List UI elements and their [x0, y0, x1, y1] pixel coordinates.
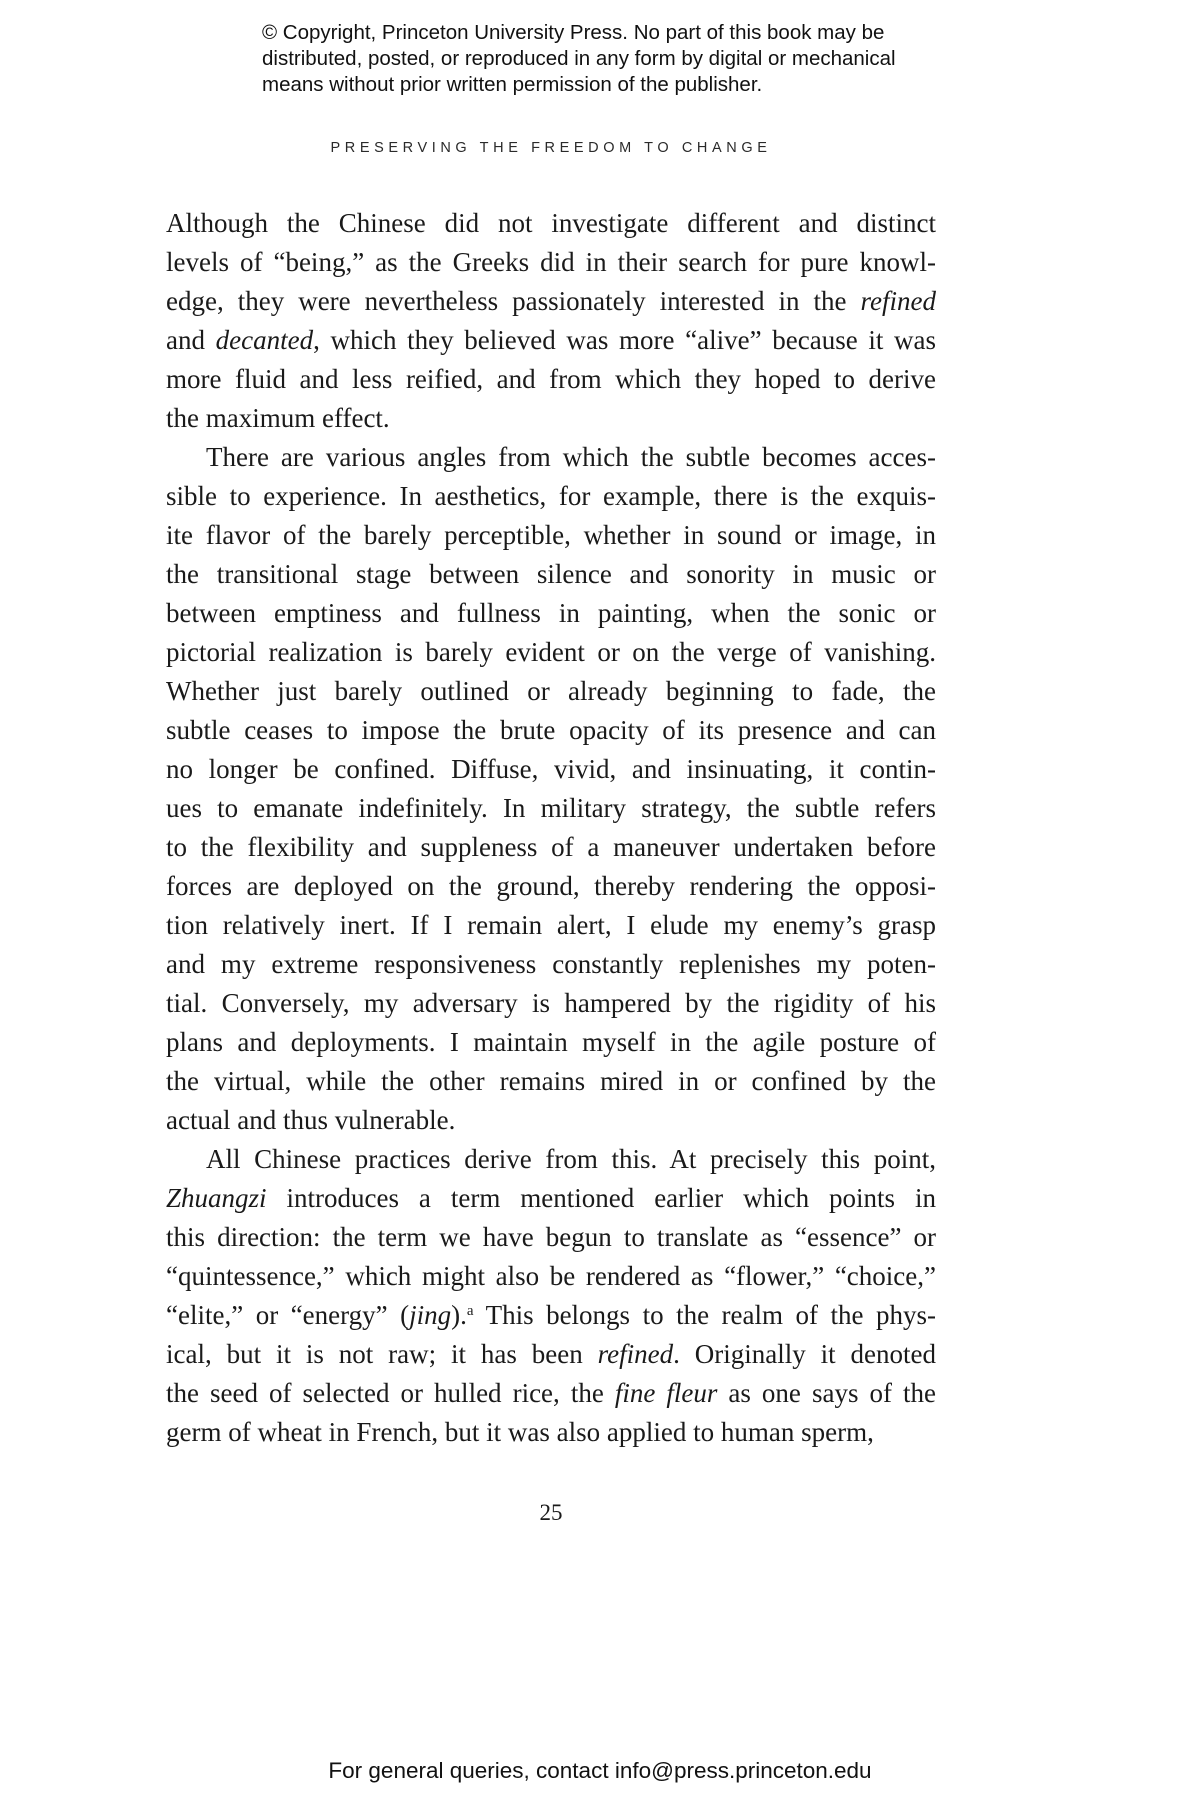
text-line: Although the Chinese did not investigate different and distinct [166, 208, 936, 238]
text-line: subtle ceases to impose the brute opacity of its presence and can [166, 715, 936, 745]
text-line: ues to emanate indefinitely. In military strategy, the subtle refers [166, 793, 936, 823]
italic-term: refined [860, 286, 936, 316]
text-line: no longer be confined. Diffuse, vivid, and insinuating, it contin- [166, 754, 936, 784]
body-text [166, 204, 936, 1452]
text-line: There are various angles from which the subtle becomes acces- [206, 442, 936, 472]
text-line: ite flavor of the barely perceptible, whether in sound or image, in [166, 520, 936, 550]
copyright-line: © Copyright, Princeton University Press. No part of this book may be [262, 21, 885, 44]
text-line: sible to experience. In aesthetics, for example, there is the exquis- [166, 481, 936, 511]
copyright-line: means without prior written permission of the publisher. [262, 73, 763, 96]
copyright-line: distributed, posted, or reproduced in any form by digital or mechanical [262, 47, 896, 70]
text-line: Whether just barely outlined or already beginning to fade, the [166, 676, 936, 706]
copyright-notice [262, 20, 1002, 98]
footnote-marker[interactable]: a [466, 1303, 474, 1319]
italic-term: jing [409, 1300, 452, 1330]
text-line: between emptiness and fullness in painting, when the sonic or [166, 598, 936, 628]
running-head: PRESERVING THE FREEDOM TO CHANGE [330, 140, 772, 156]
text-line: this direction: the term we have begun to translate as “essence” or [166, 1222, 936, 1252]
text-line: germ of wheat in French, but it was also applied to human sperm, [166, 1417, 874, 1447]
text-line: more fluid and less reified, and from which they hoped to derive [166, 364, 936, 394]
text-line: All Chinese practices derive from this. At precisely this point, [206, 1144, 936, 1174]
text-line: the transitional stage between silence and sonority in music or [166, 559, 936, 589]
text-line: “quintessence,” which might also be rendered as “flower,” “choice,” [166, 1261, 936, 1291]
italic-term: fine fleur [614, 1378, 718, 1408]
text-line: tion relatively inert. If I remain alert, I elude my enemy’s grasp [166, 910, 936, 940]
text-line: edge, they were nevertheless passionately interested in the refined [166, 286, 936, 316]
text-line: Zhuangzi introduces a term mentioned earlier which points in [166, 1183, 936, 1213]
text-line: plans and deployments. I maintain myself in the agile posture of [166, 1027, 936, 1057]
text-line: tial. Conversely, my adversary is hampered by the rigidity of his [166, 988, 936, 1018]
italic-term: decanted [215, 325, 314, 355]
text-line: ical, but it is not raw; it has been refined. Originally it denoted [166, 1339, 936, 1369]
text-line: the seed of selected or hulled rice, the fine fleur as one says of the [166, 1378, 936, 1408]
italic-term: refined [597, 1339, 674, 1369]
paragraph [166, 204, 936, 438]
text-line: actual and thus vulnerable. [166, 1105, 456, 1135]
text-line: the virtual, while the other remains mired in or confined by the [166, 1066, 936, 1096]
text-line: “elite,” or “energy” (jing).$^a$ This belongs to the realm of the phys- [166, 1300, 936, 1330]
italic-term: Zhuangzi [166, 1183, 267, 1213]
text-line: and my extreme responsiveness constantly replenishes my poten- [166, 949, 936, 979]
text-line: pictorial realization is barely evident or on the verge of vanishing. [166, 637, 936, 667]
text-line: to the flexibility and suppleness of a maneuver undertaken before [166, 832, 936, 862]
paragraph [166, 438, 936, 1140]
text-line: and decanted, which they believed was more “alive” because it was [166, 325, 937, 355]
text-line: forces are deployed on the ground, thereby rendering the opposi- [166, 871, 936, 901]
paragraph [166, 1140, 936, 1452]
footer-contact: For general queries, contact info@press.princeton.edu [328, 1758, 872, 1783]
text-line: the maximum effect. [166, 403, 390, 433]
page-number: 25 [539, 1500, 563, 1525]
text-line: levels of “being,” as the Greeks did in their search for pure knowl- [166, 247, 936, 277]
